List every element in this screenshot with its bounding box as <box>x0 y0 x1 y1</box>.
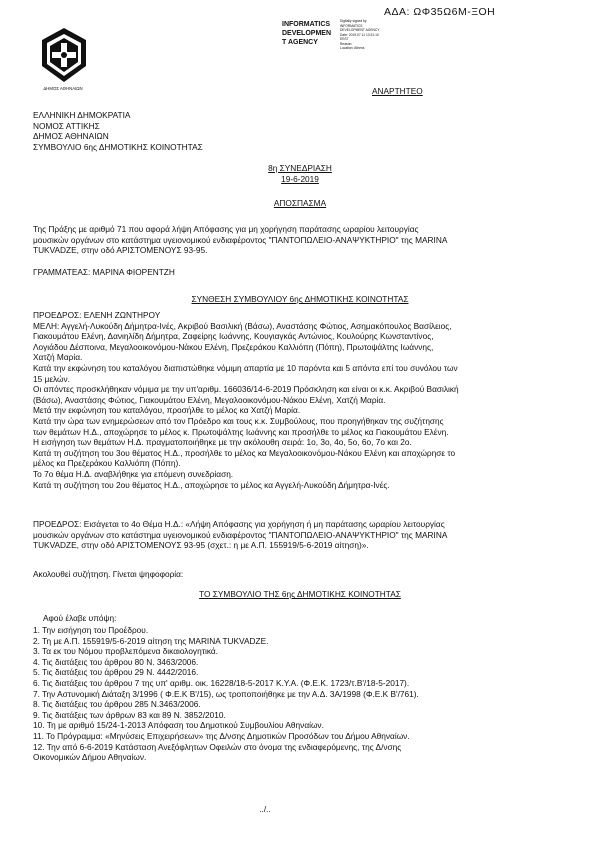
signature-agency-name <box>282 20 331 48</box>
proceedings-line: Η εισήγηση των θεμάτων Η.Δ. πραγματοποιήθηκε με την ακόλουθη σειρά: 1ο, 3ο, 4ο, 5ο, 6ο, 7ο και 2ο. <box>33 437 412 448</box>
secretary-line: ΓΡΑΜΜΑΤΕΑΣ: ΜΑΡΙΝΑ ΦΙΟΡΕΝΤΖΗ <box>33 267 175 277</box>
list-item: 3. Τα εκ του Νόμου προβλεπόμενα δικαιολογητικά. <box>33 646 218 657</box>
composition-title: ΣΥΝΘΕΣΗ ΣΥΜΒΟΥΛΙΟΥ 6ης ΔΗΜΟΤΙΚΗΣ ΚΟΙΝΟΤΗΤΑΣ <box>191 294 409 304</box>
proceedings-line: Κατά τη συζήτηση του 3ου θέματος Η.Δ., προσήλθε το μέλος κα Μεγαλοοικονόμου-Νάκου Ελένη και αποχώρησε το <box>33 447 456 458</box>
header-line: ΔΗΜΟΣ ΑΘΗΝΑΙΩΝ <box>33 131 109 142</box>
list-item: 8. Τις διατάξεις του άρθρου 285 Ν.3463/2006. <box>33 699 201 710</box>
agenda-item <box>33 519 447 551</box>
session-title: 8η ΣΥΝΕΔΡΙΑΣΗ <box>268 163 332 173</box>
proceedings-line: 15 μελών. <box>33 373 70 384</box>
proceedings-line: μέλος κα Πρεζεράκου Καλλιόπη (Πόπη). <box>33 458 181 469</box>
proceedings-line: των θεμάτων Η.Δ., αποχώρησε το μέλος κ. Πρωτοψάλτης Ιωάννης και προσήλθε το μέλος κα Γιακουμάτου Ελένη. <box>33 426 449 437</box>
considerations-list <box>33 625 419 763</box>
list-item: 9. Τις διατάξεις των άρθρων 83 και 89 Ν. 3852/2010. <box>33 709 226 720</box>
proceedings-line: Οι απόντες προσκλήθηκαν νόμιμα με την υπ'αριθμ. 166036/14-6-2019 Πρόσκληση και είναι οι κ.κ. Ακριβού Βασιλική <box>33 384 459 395</box>
proceedings-line: Κατά τη συζήτηση του 2ου θέματος Η.Δ., αποχώρησε το μέλος κα Αγγελή-Λυκούδη Δήμητρα-Ινές. <box>33 479 390 490</box>
members-line: Γιακουμάτου Ελένη, Δανιηλίδη Δήμητρα, Ζαφείρης Ιωάννης, Κουγιαγκάς Αντώνιος, Κουλούρης Κωνσταντίνος, <box>33 331 434 342</box>
session-block <box>200 163 400 184</box>
members-line: Λογιάδου Δέσποινα, Μεγαλοοικονόμου-Νάκου Ελένη, Πρεζεράκου Καλλιόπη (Πόπη), Πρωτοψάλτης Ιωάννης, <box>33 341 434 352</box>
list-item: 2. Τη με Α.Π. 155919/5-6-2019 αίτηση της MARINA TUKVADZE. <box>33 635 269 646</box>
agency-line: DEVELOPMEN <box>282 30 332 38</box>
agenda-line: TUKVADZE, στην οδό ΑΡΙΣΤΟΜΕΝΟΥΣ 93-95 (σχετ.: η με Α.Π. 155919/5-6-2019 αίτηση)». <box>33 540 369 551</box>
signature-line: Digitally signed by <box>340 19 367 23</box>
header-line: ΝΟΜΟΣ ΑΤΤΙΚΗΣ <box>33 120 100 131</box>
proceedings-line: Το 7ο θέμα Η.Δ. αναβλήθηκε για επόμενη συνεδρίαση. <box>33 468 234 479</box>
signature-line: Date: 2019.07.11 13:31:10 <box>340 32 379 37</box>
session-date: 19-6-2019 <box>281 173 319 184</box>
ada-code: ΑΔΑ: ΩΦ35Ω6Μ-ΞΟΗ <box>384 6 496 18</box>
proceedings-line: Κατά την εκφώνηση του καταλόγου διαπιστώθηκε νόμιμη απαρτία με 10 παρόντα και 5 απόντα επί του συνόλου των <box>33 362 458 373</box>
list-item: 5. Τις διατάξεις του άρθρου 29 Ν. 4442/2016. <box>33 667 199 678</box>
president-line: ΠΡΟΕΔΡΟΣ: ΕΛΕΝΗ ΖΩΝΤΗΡΟΥ <box>33 310 161 320</box>
proceedings-line: Μετά την εκφώνηση του καταλόγου, προσήλθε το μέλος κα Χατζή Μαρία. <box>33 405 301 416</box>
signature-line: DEVELOPMENT AGENCY <box>340 28 380 32</box>
municipality-seal-icon <box>38 26 90 86</box>
list-item: Οικονομικών Δήμου Αθηναίων. <box>33 752 147 763</box>
list-item: 1. Την εισήγηση του Προέδρου. <box>33 625 149 635</box>
members-line: Χατζή Μαρία. <box>33 352 83 363</box>
signature-line: INFORMATICS <box>340 23 363 28</box>
posted-label: ΑΝΑΡΤΗΤΕΟ <box>372 86 423 96</box>
intro-line: TUKVADZE, στην οδό ΑΡΙΣΤΟΜΕΝΟΥΣ 93-95. <box>33 245 208 256</box>
intro-line: μουσικών οργάνων στο κατάστημα υγειονομικού ενδιαφέροντος "ΠΑΝΤΟΠΩΛΕΙΟ-ΑΝΑΨΥΚΤΗΡΙΟ" της MARINA <box>33 234 448 245</box>
list-item: 6. Τις διατάξεις του άρθρου 7 της υπ' αριθμ. οικ. 16228/18-5-2017 Κ.Υ.Α. (Φ.Ε.Κ. 1723/τ.Β'/18-5-2017). <box>33 677 410 688</box>
considers-line: Αφού έλαβε υπόψη: <box>43 613 117 623</box>
authority-header <box>33 110 203 152</box>
document-type: ΑΠΟΣΠΑΣΜΑ <box>273 198 327 208</box>
list-item: 7. Την Αστυνομική Διάταξη 3/1996 ( Φ.Ε.Κ Β'/15), ως τροποποιήθηκε με την Α.Δ. 3Α/1998 (Φ.Ε.Κ Β'/761). <box>33 688 419 699</box>
proceedings-line: (Βάσω), Αναστάσης Φώτιος, Γιακουμάτου Ελένη, Μεγαλοοικονόμου-Νάκου Ελένη, Χατζή Μαρία. <box>33 394 386 405</box>
intro-line: Της Πράξης με αριθμό 71 που αφορά λήψη Απόφασης για μη χορήγηση παράτασης ωραρίου λειτουργίας <box>33 224 419 234</box>
agency-line: INFORMATICS <box>282 21 331 28</box>
agenda-line: μουσικών οργάνων στο κατάστημα υγειονομικού ενδιαφέροντος "ΠΑΝΤΟΠΩΛΕΙΟ-ΑΝΑΨΥΚΤΗΡΙΟ" της MARINA <box>33 529 448 540</box>
discussion-line: Ακολουθεί συζήτηση. Γίνεται ψηφοφορία: <box>33 569 184 579</box>
header-line: ΕΛΛΗΝΙΚΗ ΔΗΜΟΚΡΑΤΙΑ <box>33 110 131 120</box>
intro-paragraph <box>33 224 447 256</box>
list-item: 12. Την από 6-6-2019 Κατάσταση Ανεξόφλητων Οφειλών στο όνομα της ενδιαφερόμενης, της Δ/νσης <box>33 741 402 752</box>
agenda-line: ΠΡΟΕΔΡΟΣ: Εισάγεται το 4ο Θέμα Η.Δ.: «Λήψη Απόφασης για χορήγηση ή μη παράτασης ωραρίου λειτουργίας <box>33 519 445 529</box>
page-continuation-mark: ../.. <box>259 804 271 814</box>
list-item: 11. Το Πρόγραμμα: «Μηνύσεις Επιχειρήσεων» της Δ/νσης Δημοτικών Προσόδων του Δήμου Αθηναίων. <box>33 730 410 741</box>
logo-caption: ΔΗΜΟΣ ΑΘΗΝΑΙΩΝ <box>43 86 83 91</box>
signature-line: Location: Athens <box>340 46 365 50</box>
members-line: ΜΕΛΗ: Αγγελή-Λυκούδη Δήμητρα-Ινές, Ακριβού Βασιλική (Βάσω), Αναστάσης Φώτιος, Ασημακόπουλος Βασίλειος, <box>33 320 452 331</box>
seal-graphic <box>38 26 90 86</box>
signature-line: Reason: <box>340 41 353 46</box>
header-line: ΣΥΜΒΟΥΛΙΟ 6ης ΔΗΜΟΤΙΚΗΣ ΚΟΙΝΟΤΗΤΑΣ <box>33 141 203 152</box>
attendance-section <box>33 310 459 490</box>
proceedings-line: Κατά την ώρα των ενημερώσεων από τον Πρόεδρο και τους κ.κ. Συμβούλους, που προηγήθηκαν της συζήτησης <box>33 415 444 426</box>
signature-line: EEST <box>340 37 349 41</box>
council-title: ΤΟ ΣΥΜΒΟΥΛΙΟ ΤΗΣ 6ης ΔΗΜΟΤΙΚΗΣ ΚΟΙΝΟΤΗΤΑΣ <box>199 589 401 599</box>
agency-line: T AGENCY <box>282 39 318 47</box>
list-item: 10. Τη με αριθμό 15/24-1-2013 Απόφαση του Δημοτικού Συμβουλίου Αθηναίων. <box>33 720 324 731</box>
list-item: 4. Τις διατάξεις του άρθρου 80 Ν. 3463/2006. <box>33 656 199 667</box>
signature-details <box>340 19 380 51</box>
